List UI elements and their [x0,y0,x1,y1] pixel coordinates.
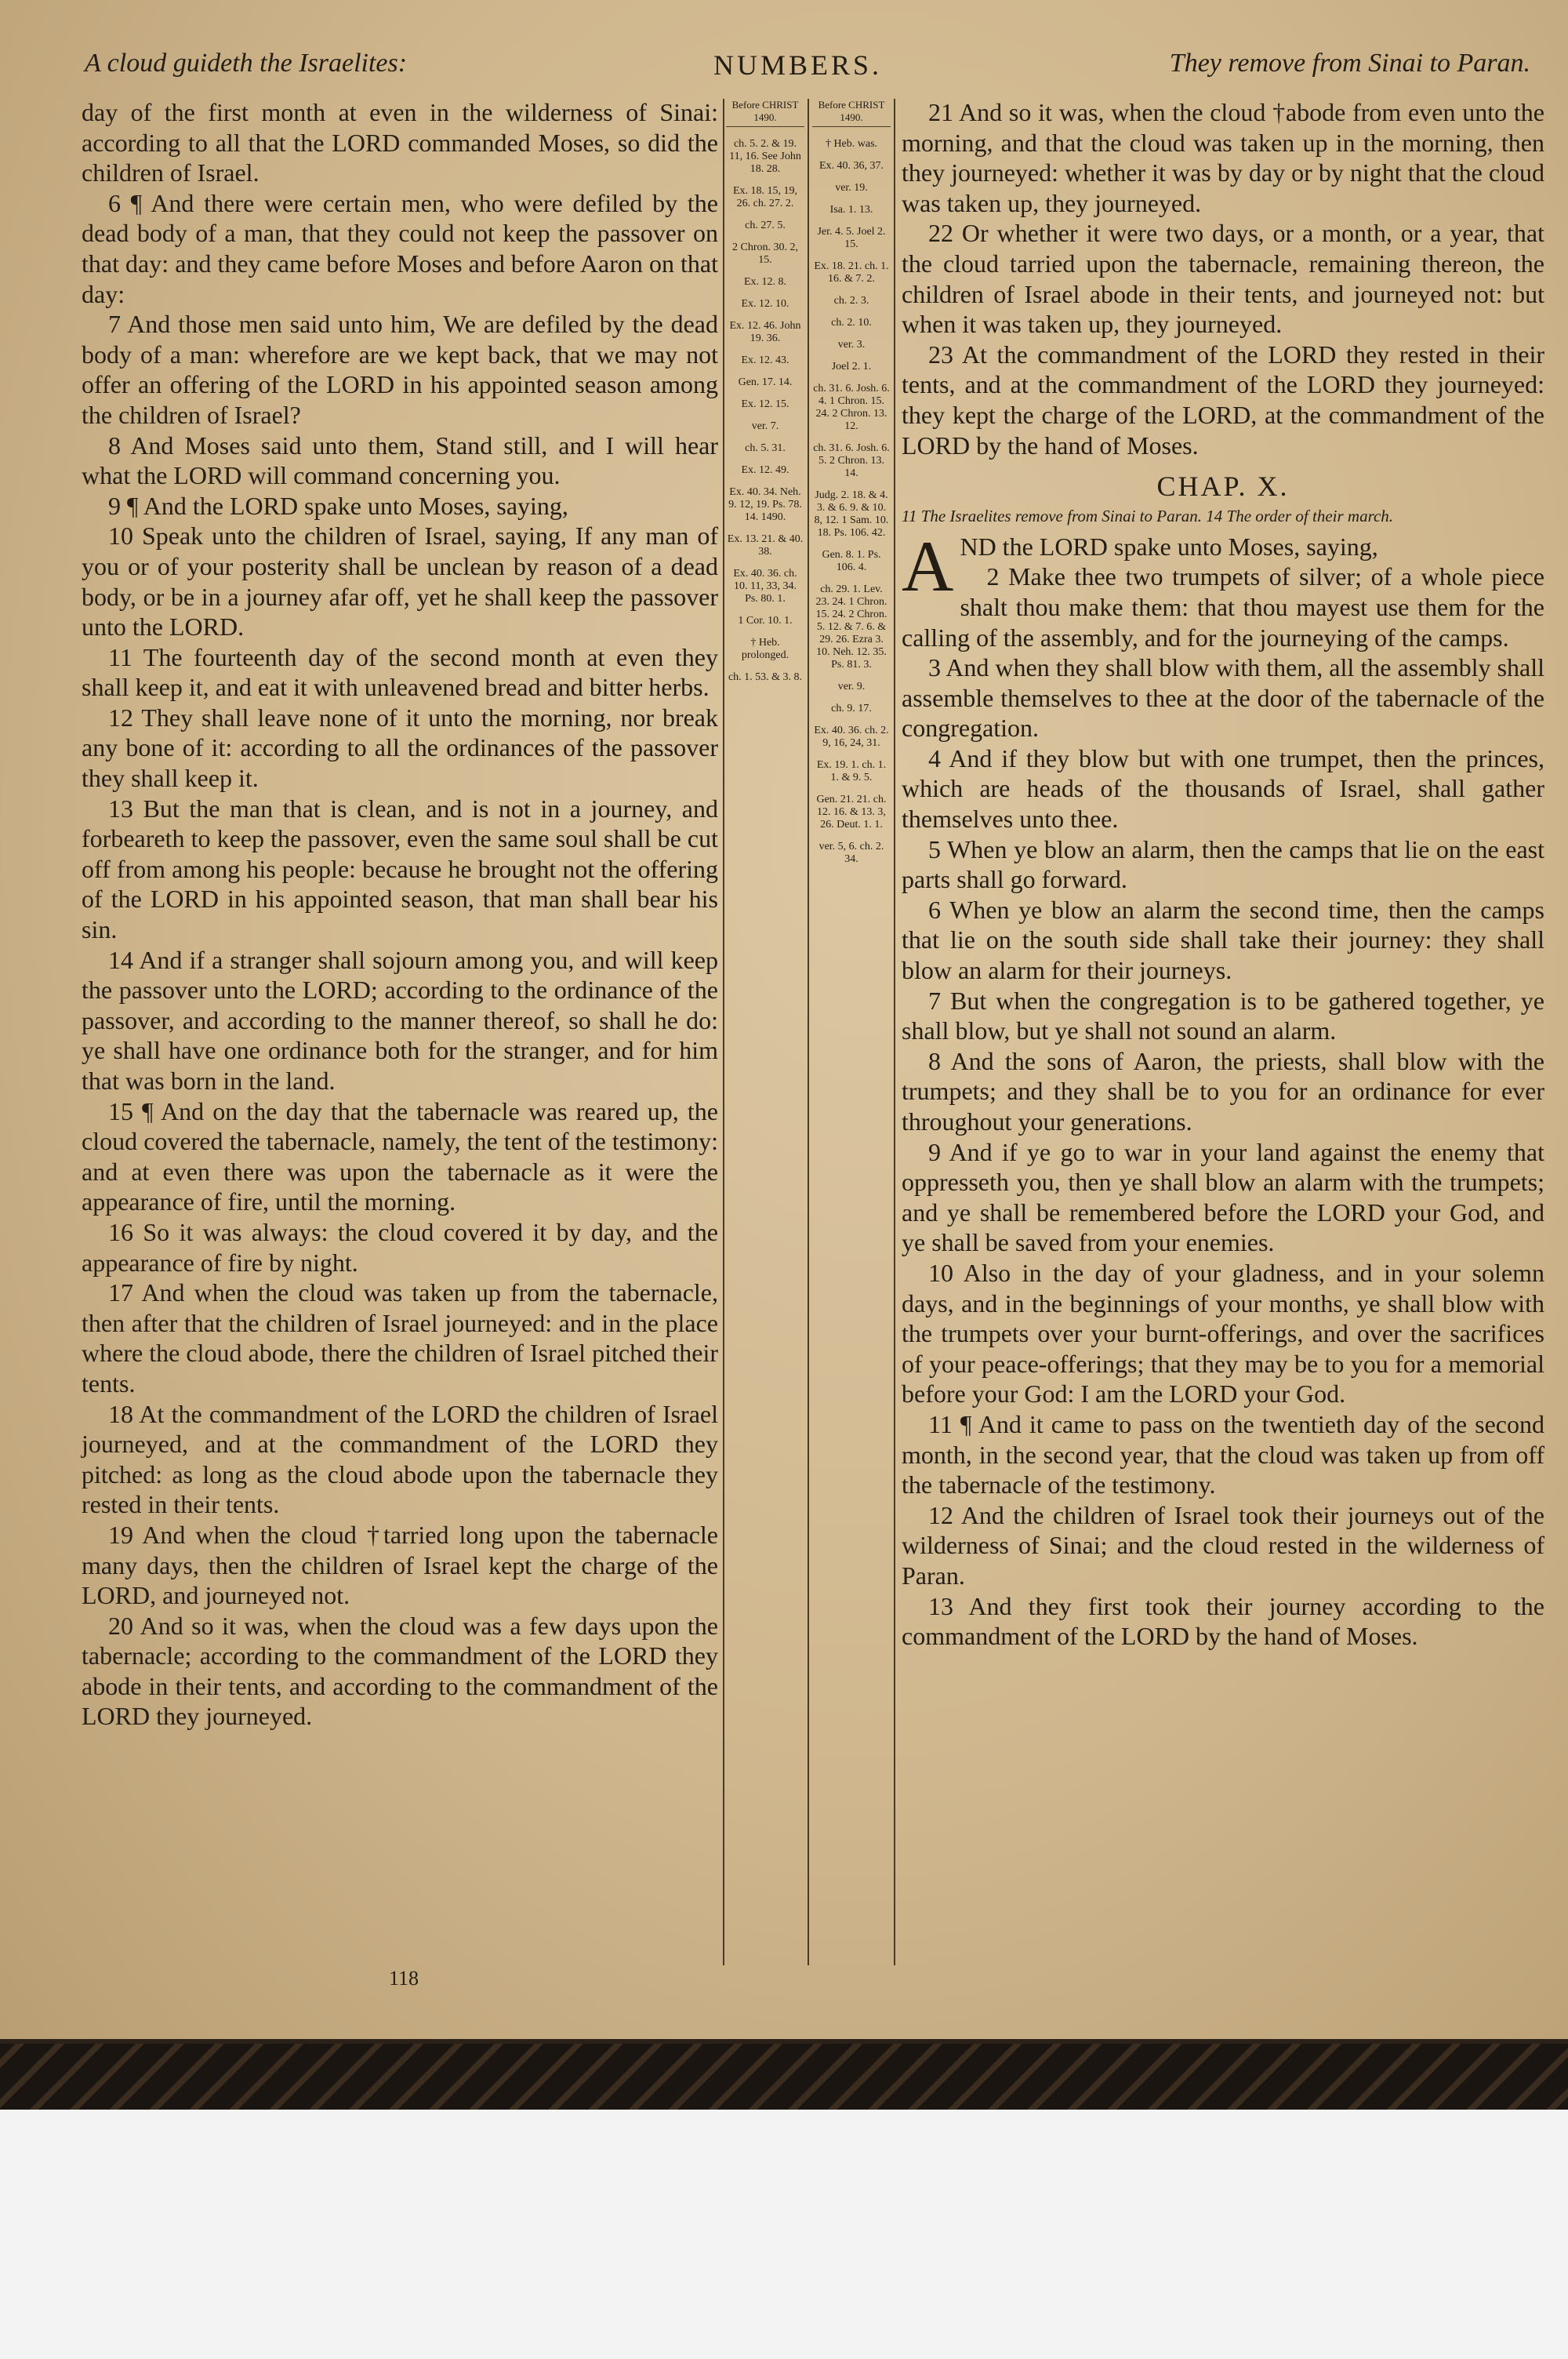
margin-reference: Ex. 12. 49. [741,464,789,476]
running-header-book: NUMBERS. [713,49,883,81]
verse-paragraph: 8 And the sons of Aaron, the priests, shall blow with the trumpets; and they shall be to you for an ordinance for ever throughout your generations. [902,1046,1544,1136]
verse-paragraph: 9 And if ye go to war in your land against the enemy that oppresseth you, then ye shall blow an alarm with the trumpets; and ye shall be remembered before the LORD your God, and ye shall be saved from your enemies. [902,1137,1544,1257]
margin-reference: Ex. 12. 8. [743,276,787,288]
verse-paragraph: 10 Also in the day of your gladness, and in your solemn days, and in the beginnings of your months, ye shall blow with the trumpets over your burnt-offerings, and over the sacrifices of your peace-offerings; that they may be to you for a memorial before your God: I am the LORD your God. [902,1258,1544,1408]
margin-reference: ch. 5. 31. [745,442,786,454]
margin-date-header: Before CHRIST 1490. [726,99,804,127]
column-rule [894,99,895,1965]
margin-reference: ch. 1. 53. & 3. 8. [728,671,803,683]
margin-reference: Ex. 12. 15. [741,398,789,410]
verse-paragraph: 5 When ye blow an alarm, then the camps that lie on the east parts shall go forward. [902,834,1544,894]
margin-reference: Gen. 17. 14. [738,376,793,388]
verse-paragraph: 11 ¶ And it came to pass on the twentieth day of the second month, in the second year, that the cloud was taken up from off the tabernacle of the testimony. [902,1409,1544,1499]
right-margin-references [812,99,891,875]
margin-date-header: Before CHRIST 1490. [812,99,891,127]
book-binding-edge [0,2039,1568,2114]
column-rule [808,99,809,1965]
margin-reference: ch. 27. 5. [745,220,786,231]
margin-reference: Ex. 19. 1. ch. 1. 1. & 9. 5. [816,759,887,783]
column-rule [723,99,724,1965]
margin-reference: ver. 7. [751,420,779,432]
verse-paragraph: 21 And so it was, when the cloud †abode from even unto the morning, and that the cloud was taken up in the morning, then they journeyed: whether it was by day or by night that the cloud was taken up, they journeyed. [902,98,1544,217]
verse-paragraph: 16 So it was always: the cloud covered it by day, and the appearance of fire by night. [82,1217,718,1277]
margin-reference: ver. 9. [837,681,866,692]
margin-reference: Joel 2. 1. [831,361,872,373]
margin-reference: 1 Cor. 10. 1. [738,615,793,627]
margin-reference: ch. 5. 2. & 19. 11, 16. See John 18. 28. [729,138,801,175]
verse-paragraph: 20 And so it was, when the cloud was a few days upon the tabernacle; according to the commandment of the LORD they abode in their tents, and according to the commandment of the LORD they journeyed. [82,1611,718,1731]
verse-paragraph: 22 Or whether it were two days, or a month, or a year, that the cloud tarried upon the tabernacle, remaining thereon, the children of Israel abode in their tents, and journeyed not: but when it was taken up, they journeyed. [902,219,1544,339]
running-header-right: They remove from Sinai to Paran. [1169,49,1530,78]
margin-reference: ch. 2. 10. [831,317,872,329]
margin-reference: Jer. 4. 5. Joel 2. 15. [817,226,886,250]
margin-reference: Ex. 12. 46. John 19. 36. [729,320,801,344]
verse-paragraph: 13 But the man that is clean, and is not in a journey, and forbeareth to keep the passover, even the same soul shall be cut off from among his people: because he brought not the offering of the LORD in his appointed season, that man shall bear his sin. [82,794,718,944]
verse-paragraph: 12 And the children of Israel took their journeys out of the wilderness of Sinai; and the cloud rested in the wilderness of Paran. [902,1500,1544,1590]
margin-reference: ch. 9. 17. [831,703,872,714]
verse-paragraph: day of the first month at even in the wilderness of Sinai: according to all that the LORD commanded Moses, so did the children of Israel. [82,98,718,187]
verse-paragraph: 15 ¶ And on the day that the tabernacle was reared up, the cloud covered the tabernacle, namely, the tent of the testimony: and at even there was upon the tabernacle as it were the appearance of fire, until the morning. [82,1096,718,1216]
verse-paragraph: 14 And if a stranger shall sojourn among you, and will keep the passover unto the LORD; according to the ordinance of the passover, and according to the manner thereof, so shall he do: ye shall have one ordinance both for the stranger, and for him that was born in the land. [82,945,718,1095]
margin-reference: ver. 3. [837,339,866,351]
verse-paragraph: 11 The fourteenth day of the second month at even they shall keep it, and eat it with unleavened bread and bitter herbs. [82,642,718,702]
verse-paragraph: 3 And when they shall blow with them, all the assembly shall assemble themselves to thee at the door of the tabernacle of the congregation. [902,653,1544,743]
verse-paragraph: 17 And when the cloud was taken up from the tabernacle, then after that the children of Israel journeyed: and in the place where the cloud abode, there the children of Israel pitched their tents. [82,1278,718,1398]
margin-reference: Gen. 21. 21. ch. 12. 16. & 13. 3, 26. Deut. 1. 1. [816,794,887,831]
margin-reference: Ex. 18. 15, 19, 26. ch. 27. 2. [732,185,798,209]
margin-reference: Ex. 40. 34. Neh. 9. 12, 19. Ps. 78. 14. 1490. [728,486,802,523]
verse-paragraph: 7 And those men said unto him, We are defiled by the dead body of a man: wherefore are we kept back, that we may not offer an offering of the LORD in his appointed season among the children of Israel? [82,310,718,429]
verse-paragraph: 18 At the commandment of the LORD the children of Israel journeyed, and at the commandment of the LORD they pitched: as long as the cloud abode upon the tabernacle they rested in their tents. [82,1399,718,1519]
margin-reference: ver. 19. [835,182,868,194]
margin-reference: ver. 5, 6. ch. 2. 34. [818,841,884,865]
margin-reference: † Heb. prolonged. [741,637,789,661]
margin-reference: † Heb. was. [825,138,878,150]
right-text-column [902,97,1544,1652]
margin-reference: Ex. 13. 21. & 40. 38. [727,533,804,558]
verse-paragraph: 8 And Moses said unto them, Stand still, and I will hear what the LORD will command concerning you. [82,431,718,490]
verse-paragraph: 23 At the commandment of the LORD they rested in their tents, and at the commandment of the LORD they journeyed: they kept the charge of the LORD, at the commandment of the LORD by the hand of Moses. [902,340,1544,460]
margin-reference: Isa. 1. 13. [829,204,873,216]
verse-paragraph: 7 But when the congregation is to be gathered together, ye shall blow, but ye shall not sound an alarm. [902,986,1544,1045]
running-header-left: A cloud guideth the Israelites: [85,49,408,78]
margin-reference: Ex. 12. 10. [741,298,789,310]
verse-paragraph: 2 Make thee two trumpets of silver; of a whole piece shalt thou make them: that thou mayest use them for the calling of the assembly, and for the journeying of the camps. [902,562,1544,652]
verse-paragraph: 12 They shall leave none of it unto the morning, nor break any bone of it: according to all the ordinances of the passover they shall keep it. [82,703,718,793]
margin-reference: Ex. 40. 36, 37. [818,160,884,172]
drop-cap-letter: A [902,525,954,606]
verse-paragraph: 19 And when the cloud †tarried long upon the tabernacle many days, then the children of Israel kept the charge of the LORD, and journeyed not. [82,1520,718,1610]
margin-reference: ch. 31. 6. Josh. 6. 4. 1 Chron. 15. 24. 2 Chron. 13. 12. [813,383,890,432]
verse-paragraph: 9 ¶ And the LORD spake unto Moses, saying, [108,491,568,520]
verse-paragraph: 10 Speak unto the children of Israel, saying, If any man of you or of your posterity shall be unclean by reason of a dead body, or be in a journey afar off, yet he shall keep the passover unto the LORD. [82,522,718,642]
background-surface [0,2110,1568,2359]
verse-paragraph: ND the LORD spake unto Moses, saying, [960,532,1378,561]
margin-reference: ch. 29. 1. Lev. 23. 24. 1 Chron. 15. 24. 2 Chron. 5. 12. & 7. 6. & 29. 26. Ezra 3. 10. Neh. 12. 35. Ps. 81. 3. [815,583,887,671]
margin-reference: Ex. 12. 43. [741,354,789,366]
verse-paragraph: 6 When ye blow an alarm the second time, then the camps that lie on the south side shall take their journey: they shall blow an alarm for their journeys. [902,895,1544,985]
left-margin-references [726,99,804,693]
verse-paragraph: 13 And they first took their journey according to the commandment of the LORD by the hand of Moses. [902,1591,1544,1651]
chapter-summary: 11 The Israelites remove from Sinai to Paran. 14 The order of their march. [902,506,1394,525]
margin-reference: 2 Chron. 30. 2, 15. [732,242,798,266]
margin-reference: ch. 2. 3. [833,295,869,307]
left-text-column [82,97,718,1732]
margin-reference: Judg. 2. 18. & 4. 3. & 6. 9. & 10. 8, 12. 1 Sam. 10. 18. Ps. 106. 42. [814,489,889,539]
verse-paragraph: 6 ¶ And there were certain men, who were defiled by the dead body of a man, that they could not keep the passover on that day: and they came before Moses and before Aaron on that day: [82,188,718,308]
margin-reference: Gen. 8. 1. Ps. 106. 4. [822,549,881,573]
verse-paragraph: 4 And if they blow but with one trumpet, then the princes, which are heads of the thousands of Israel, shall gather themselves unto thee. [902,743,1544,834]
margin-reference: ch. 31. 6. Josh. 6. 5. 2 Chron. 13. 14. [813,442,890,479]
margin-reference: Ex. 18. 21. ch. 1. 16. & 7. 2. [814,260,889,285]
margin-reference: Ex. 40. 36. ch. 10. 11, 33, 34. Ps. 80. 1. [733,568,797,605]
chapter-heading: CHAP. X. [1156,471,1290,503]
margin-reference: Ex. 40. 36. ch. 2. 9, 16, 24, 31. [814,725,889,749]
page-number: 118 [389,1967,419,1990]
